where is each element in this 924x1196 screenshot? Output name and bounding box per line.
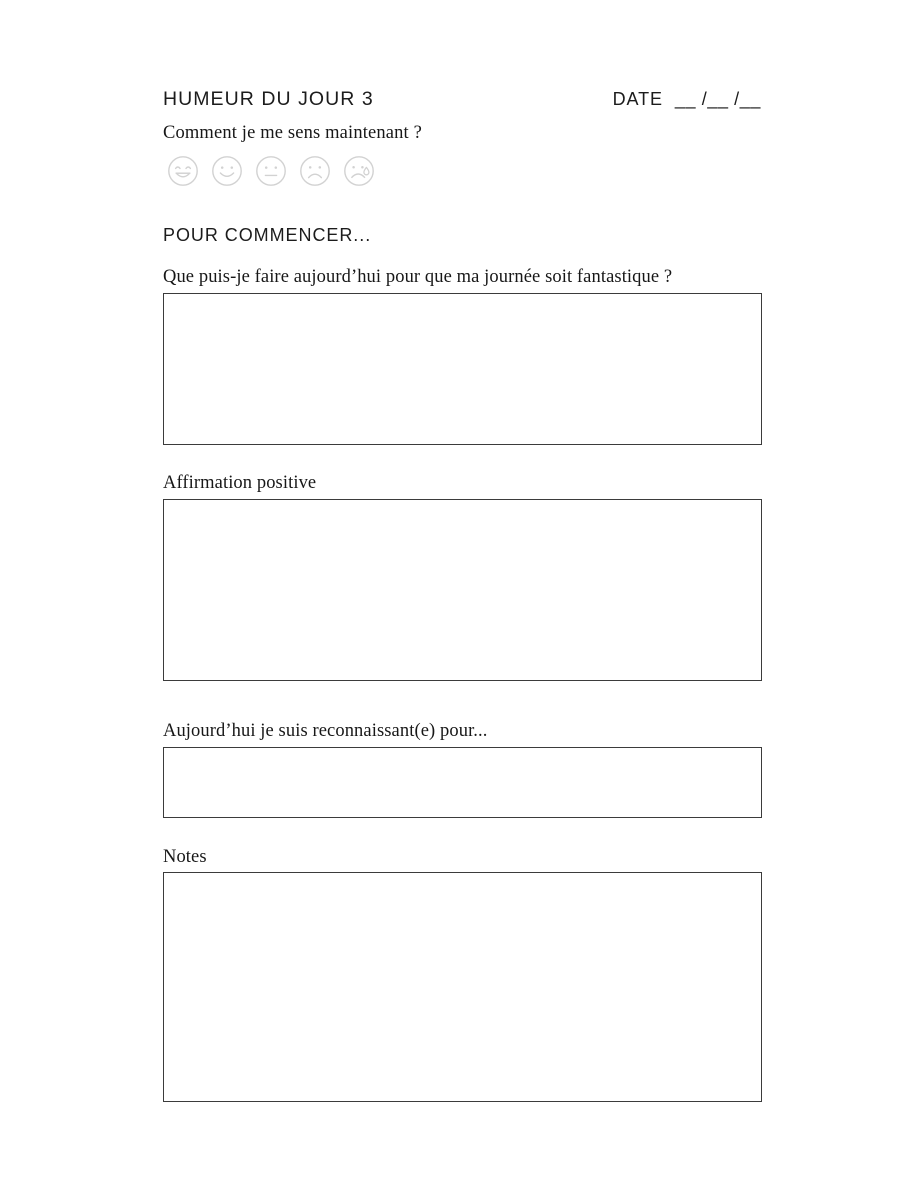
- field-input-journee-fantastique[interactable]: [163, 293, 762, 445]
- very-happy-face[interactable]: [167, 155, 199, 187]
- field-input-affirmation-positive[interactable]: [163, 499, 762, 681]
- field-label-journee-fantastique: Que puis-je faire aujourd’hui pour que ma journée soit fantastique ?: [163, 267, 673, 287]
- crying-face[interactable]: [343, 155, 375, 187]
- page-header: [163, 90, 762, 116]
- sad-face[interactable]: [299, 155, 331, 187]
- section-heading-pour-commencer: POUR COMMENCER...: [163, 225, 372, 245]
- field-input-reconnaissance[interactable]: [163, 747, 762, 818]
- field-input-notes[interactable]: [163, 872, 762, 1102]
- date-field-group[interactable]: [613, 90, 761, 108]
- field-label-affirmation-positive: Affirmation positive: [163, 473, 317, 493]
- neutral-face[interactable]: [255, 155, 287, 187]
- mood-face-selector[interactable]: [167, 155, 375, 187]
- field-label-reconnaissance: Aujourd’hui je suis reconnaissant(e) pour...: [163, 721, 488, 741]
- field-label-notes: Notes: [163, 847, 207, 867]
- mood-question-label: Comment je me sens maintenant ?: [163, 123, 422, 143]
- date-label: DATE: [612, 89, 663, 109]
- happy-face[interactable]: [211, 155, 243, 187]
- page-title: HUMEUR DU JOUR 3: [163, 88, 374, 110]
- date-input-blanks[interactable]: __ /__ /__: [674, 89, 761, 109]
